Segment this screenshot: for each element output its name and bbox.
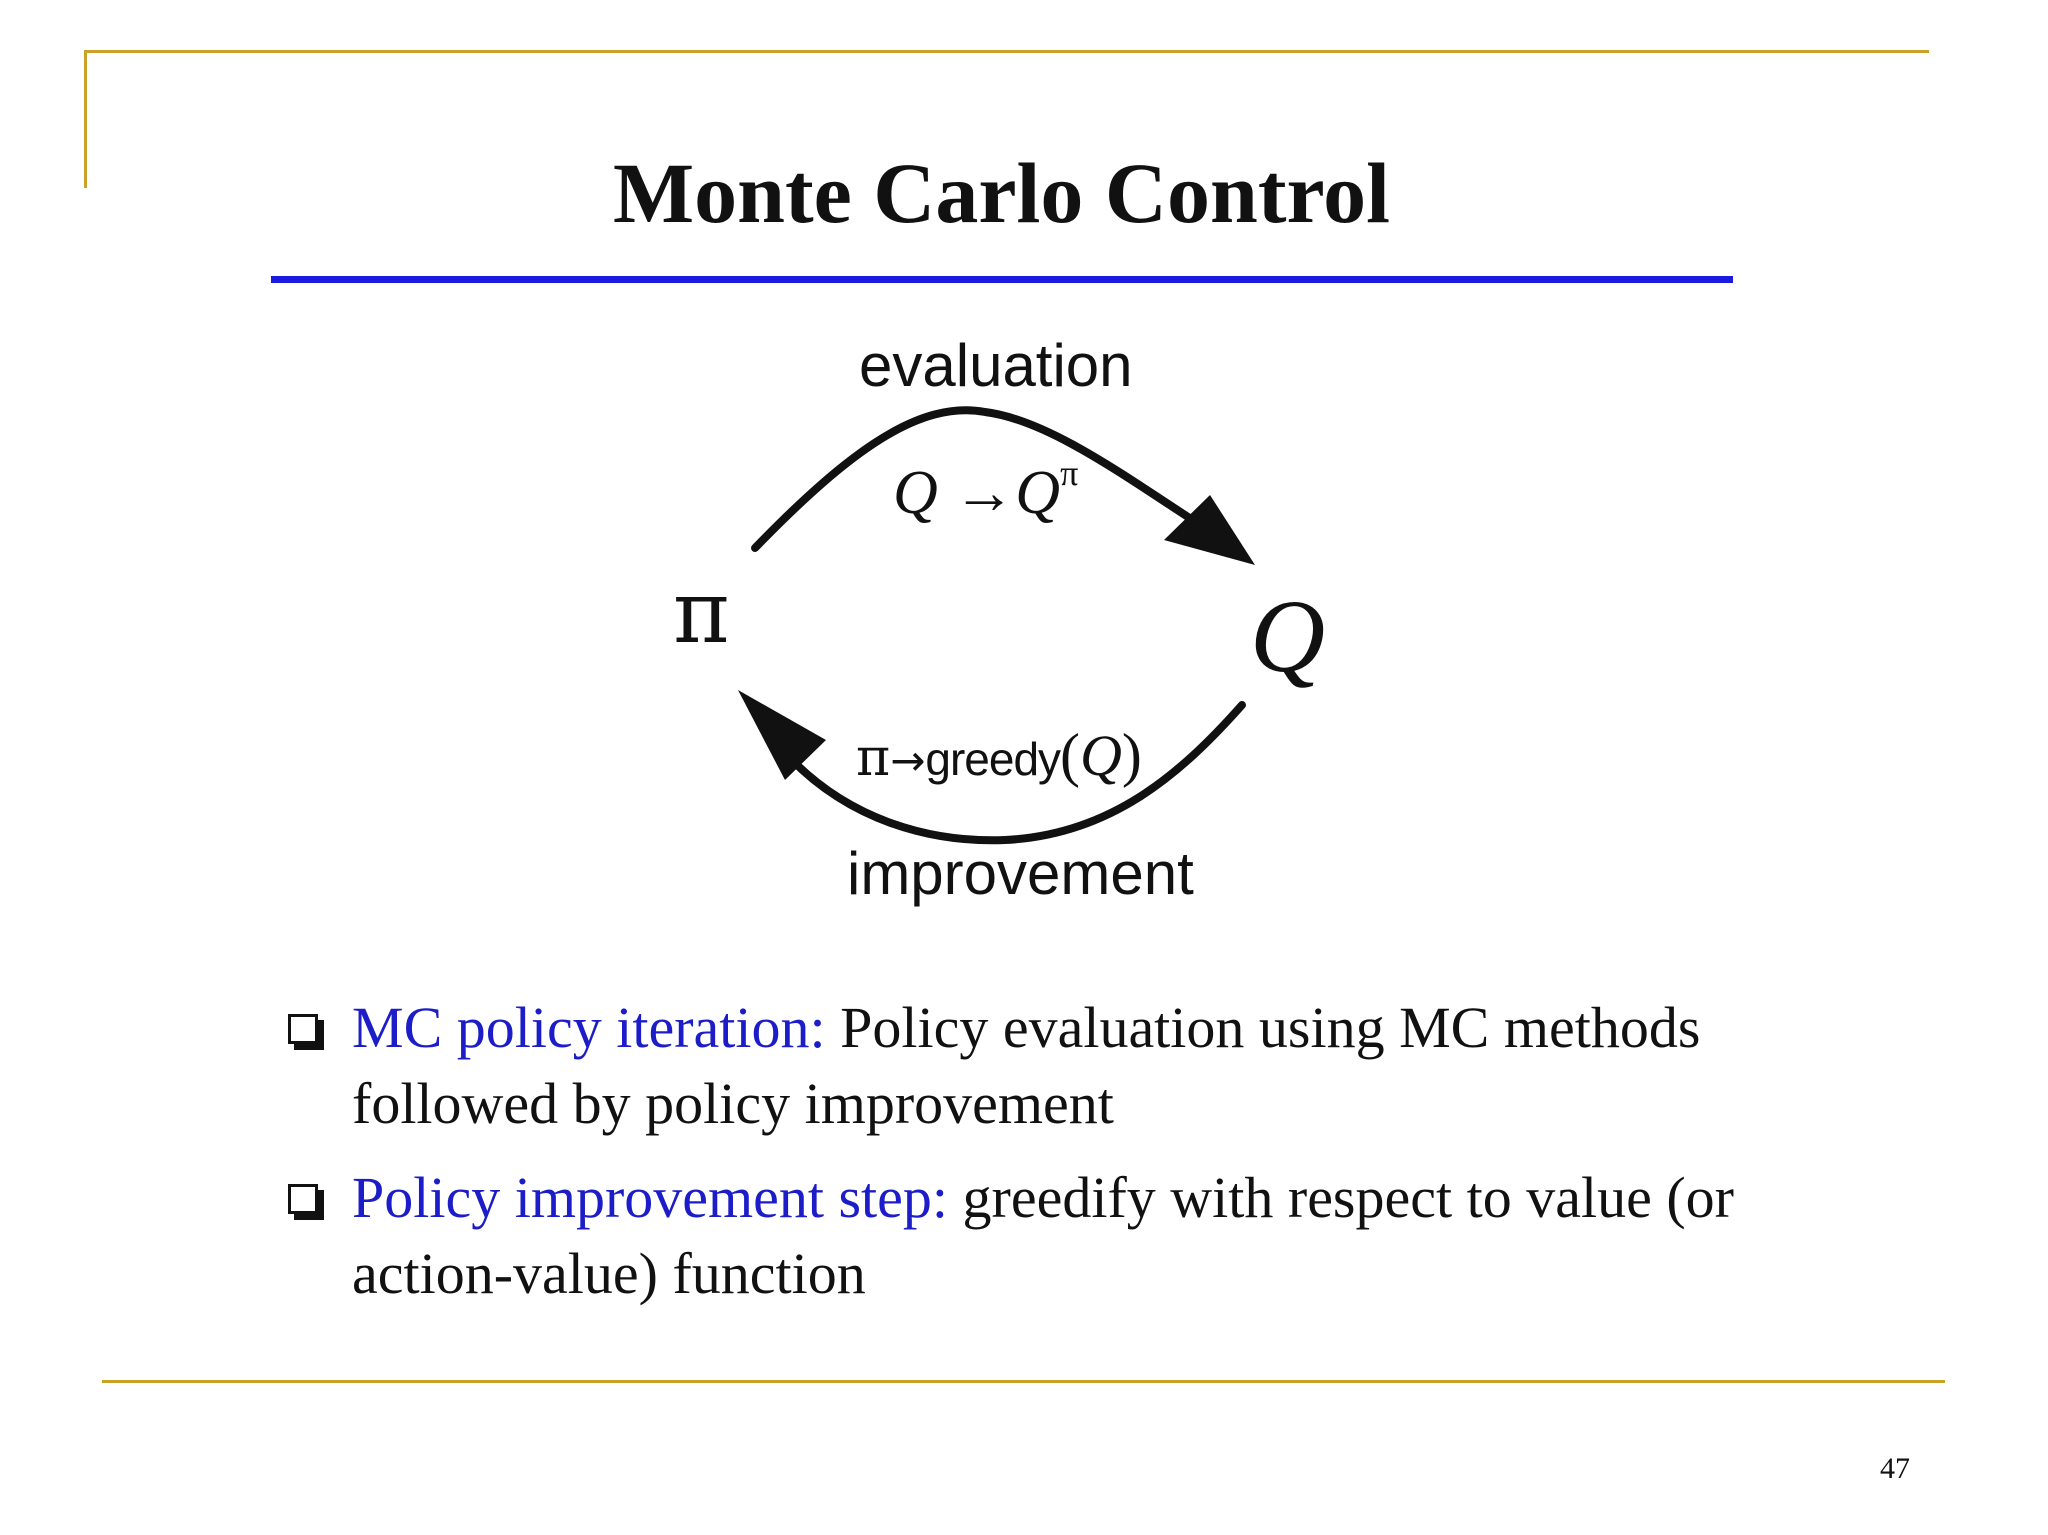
improvement-arrowhead (738, 690, 826, 780)
bullet-term: Policy improvement step: (352, 1165, 949, 1230)
improvement-label: improvement (847, 840, 1194, 907)
formula-q-rhs: Q (1015, 459, 1061, 527)
formula-arrow-2: → (890, 736, 926, 785)
checkbox-bullet-icon (288, 1014, 318, 1044)
formula-q-arg: Q (1080, 723, 1122, 788)
bullet-list (284, 990, 1784, 1312)
formula-superscript-pi: π (1060, 453, 1079, 493)
improvement-formula (856, 722, 1142, 788)
bullet-item (284, 1160, 1784, 1312)
bullet-item (284, 990, 1784, 1142)
formula-open-paren: ( (1060, 722, 1081, 788)
evaluation-formula (893, 453, 1079, 527)
frame-bottom-line (102, 1380, 1945, 1383)
q-node: Q (1250, 579, 1326, 694)
frame-top-line (84, 50, 1929, 53)
bullet-text: greedify with respect to value (or action-value) function (352, 1165, 1734, 1306)
formula-arrow: → (953, 459, 1016, 527)
evaluation-arrowhead (1164, 495, 1255, 565)
formula-q-lhs: Q (893, 459, 938, 527)
bullet-text: Policy evaluation using MC methods followed by policy improvement (352, 995, 1701, 1136)
title-underline (271, 276, 1733, 283)
policy-node: π (673, 563, 730, 663)
checkbox-bullet-icon (288, 1184, 318, 1214)
formula-greedy: greedy (925, 733, 1061, 785)
bullet-term: MC policy iteration: (352, 995, 826, 1060)
evaluation-label: evaluation (859, 332, 1133, 399)
slide-title: Monte Carlo Control (612, 145, 1391, 241)
formula-close-paren: ) (1121, 722, 1142, 788)
formula-pi: π (856, 728, 891, 788)
page-number: 47 (1880, 1452, 1910, 1485)
